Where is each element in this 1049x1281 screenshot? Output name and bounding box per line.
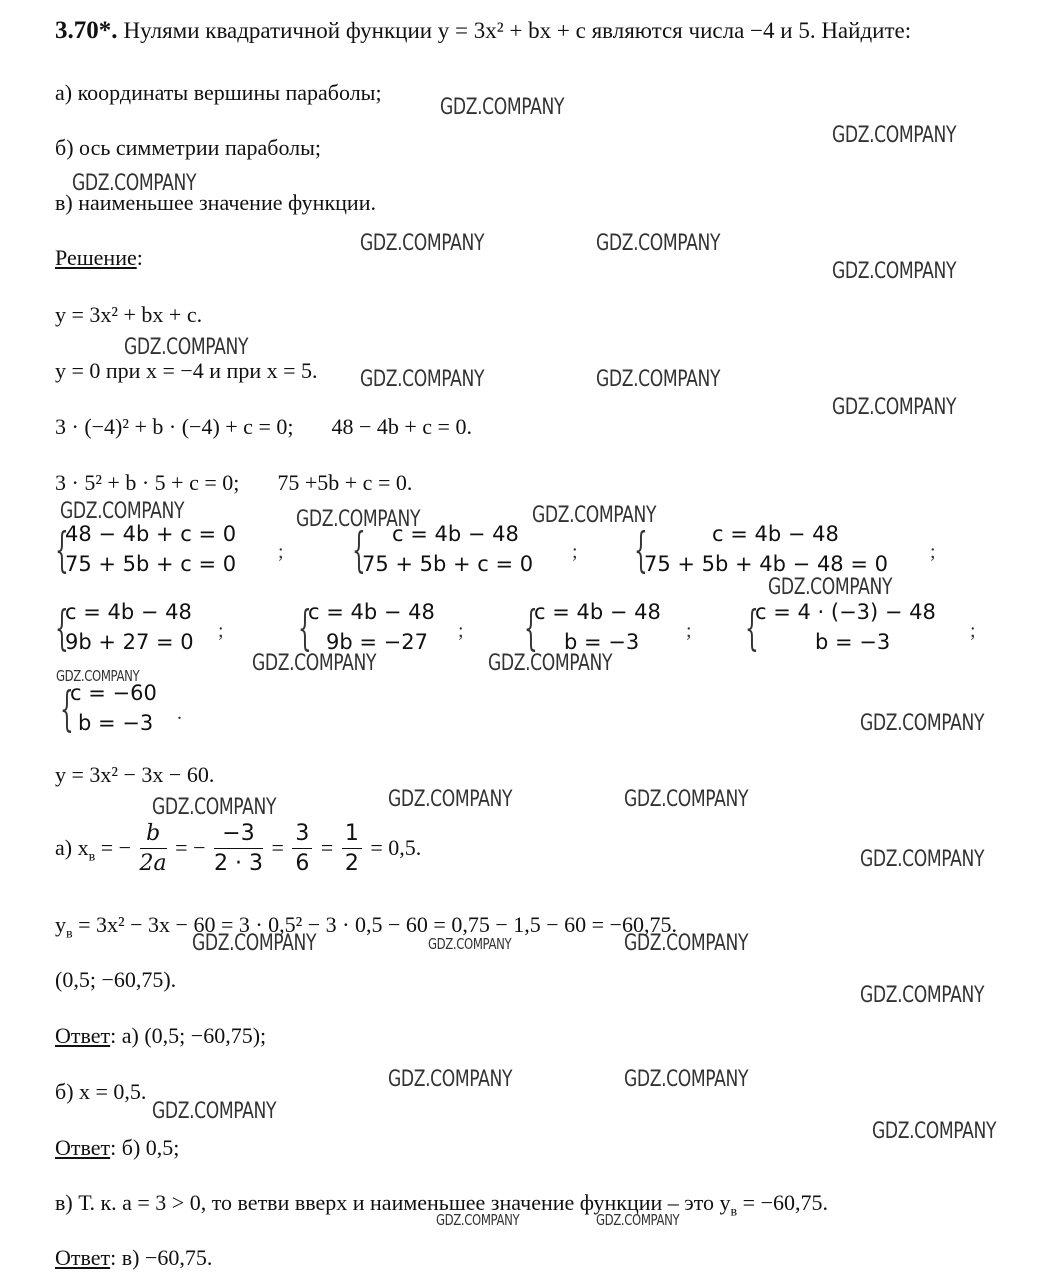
watermark: GDZ.COMPANY bbox=[152, 1099, 277, 1124]
answer-label: Ответ bbox=[55, 1023, 111, 1048]
watermark: GDZ.COMPANY bbox=[832, 259, 957, 284]
watermark: GDZ.COMPANY bbox=[768, 575, 893, 600]
yv-line bbox=[55, 912, 677, 947]
xv-line bbox=[55, 818, 421, 880]
watermark: GDZ.COMPANY bbox=[388, 1067, 513, 1092]
axis-line: б) x = 0,5. bbox=[55, 1079, 147, 1104]
separator: ; bbox=[686, 620, 692, 642]
watermark: GDZ.COMPANY bbox=[488, 651, 613, 676]
watermark: GDZ.COMPANY bbox=[596, 367, 721, 392]
xv-sub: в bbox=[88, 849, 96, 865]
part-c-text-1: в) Т. к. a = 3 > 0, то ветви вверх и наименьшее значение функции – это y bbox=[55, 1190, 731, 1215]
solution-heading bbox=[55, 245, 143, 271]
yv-sub: в bbox=[66, 926, 73, 942]
item-c: в) наименьшее значение функции. bbox=[55, 190, 376, 215]
system-row: 48 − 4b + c = 0 bbox=[65, 522, 237, 546]
watermark: GDZ.COMPANY bbox=[596, 1211, 680, 1229]
answer-label: Ответ bbox=[55, 1135, 111, 1160]
answer-c bbox=[55, 1245, 212, 1271]
fraction bbox=[342, 820, 362, 879]
watermark: GDZ.COMPANY bbox=[56, 667, 140, 685]
solution-line-1: y = 3x² + bx + c. bbox=[55, 302, 203, 327]
denominator: 2 bbox=[344, 851, 359, 877]
brace: { bbox=[298, 600, 312, 656]
system-row: b = −3 bbox=[815, 630, 891, 654]
watermark: GDZ.COMPANY bbox=[388, 787, 513, 812]
watermark: GDZ.COMPANY bbox=[60, 499, 185, 524]
answer-b-text: : б) 0,5; bbox=[110, 1135, 180, 1160]
eq-sign: = bbox=[320, 835, 334, 860]
brace: { bbox=[634, 522, 648, 578]
eq-3b: 48 − 4b + c = 0. bbox=[331, 414, 472, 439]
xv-prefix: а) x bbox=[55, 835, 89, 860]
answer-c-text: : в) −60,75. bbox=[110, 1245, 213, 1270]
numerator: −3 bbox=[214, 820, 263, 849]
numerator: 1 bbox=[342, 820, 362, 849]
eq-4b: 75 +5b + c = 0. bbox=[277, 470, 413, 495]
answer-label: Ответ bbox=[55, 1245, 111, 1270]
item-b: б) ось симметрии параболы; bbox=[55, 135, 322, 160]
solution-heading-text: Решение bbox=[55, 245, 137, 270]
final-dot: . bbox=[177, 702, 182, 724]
system-row: c = 4b − 48 bbox=[65, 600, 192, 624]
brace: { bbox=[55, 600, 69, 656]
watermark: GDZ.COMPANY bbox=[860, 847, 985, 872]
watermark: GDZ.COMPANY bbox=[532, 503, 657, 528]
problem-number: 3.70*. bbox=[55, 17, 118, 44]
fraction bbox=[214, 820, 263, 879]
answer-a-text: : а) (0,5; −60,75); bbox=[110, 1023, 267, 1048]
eq-sign: = − bbox=[100, 835, 132, 860]
watermark: GDZ.COMPANY bbox=[872, 1119, 997, 1144]
system-row: 75 + 5b + c = 0 bbox=[362, 552, 534, 576]
eq-3a: 3 · (−4)² + b · (−4) + c = 0; bbox=[55, 414, 294, 439]
watermark: GDZ.COMPANY bbox=[252, 651, 377, 676]
numerator: 3 bbox=[292, 820, 312, 849]
problem-text: Нулями квадратичной функции y = 3x² + bx + c являются числа −4 и 5. Найдите: bbox=[123, 18, 912, 43]
answer-b bbox=[55, 1135, 179, 1161]
watermark: GDZ.COMPANY bbox=[72, 171, 197, 196]
solution-line-3 bbox=[55, 414, 472, 440]
watermark: GDZ.COMPANY bbox=[124, 335, 249, 360]
vertex-line: (0,5; −60,75). bbox=[55, 967, 177, 992]
separator: ; bbox=[278, 541, 284, 563]
watermark: GDZ.COMPANY bbox=[152, 795, 277, 820]
denominator: 6 bbox=[295, 851, 310, 877]
eq-sign: = − bbox=[175, 835, 206, 860]
separator: ; bbox=[218, 620, 224, 642]
answer-a bbox=[55, 1023, 266, 1049]
separator: ; bbox=[930, 541, 936, 563]
brace: { bbox=[352, 522, 366, 578]
system-row: c = −60 bbox=[70, 681, 157, 705]
part-c-sub: в bbox=[730, 1204, 738, 1220]
brace: { bbox=[745, 600, 759, 656]
solution-line-2: y = 0 при x = −4 и при x = 5. bbox=[55, 358, 318, 383]
part-c-text-2: = −60,75. bbox=[737, 1190, 828, 1215]
watermark: GDZ.COMPANY bbox=[428, 935, 512, 953]
watermark: GDZ.COMPANY bbox=[624, 787, 749, 812]
system-row: 9b = −27 bbox=[326, 630, 428, 654]
system-row: b = −3 bbox=[78, 711, 154, 735]
watermark: GDZ.COMPANY bbox=[596, 231, 721, 256]
eq-sign: = bbox=[271, 835, 284, 860]
separator: ; bbox=[970, 620, 976, 642]
eq-4a: 3 · 5² + b · 5 + c = 0; bbox=[55, 470, 240, 495]
brace: { bbox=[524, 600, 538, 656]
solution-heading-colon: : bbox=[136, 245, 143, 270]
watermark: GDZ.COMPANY bbox=[832, 395, 957, 420]
denominator: 2a bbox=[139, 851, 167, 877]
brace: { bbox=[55, 522, 69, 578]
yv-body: = 3x² − 3x − 60 = 3 · 0,5² − 3 · 0,5 − 60 = 0,75 − 1,5 − 60 = −60,75. bbox=[78, 912, 677, 937]
system-row: b = −3 bbox=[564, 630, 640, 654]
system-row: 75 + 5b + 4b − 48 = 0 bbox=[644, 552, 888, 576]
problem-title bbox=[55, 18, 911, 44]
yv-prefix: y bbox=[55, 912, 66, 937]
numerator: b bbox=[140, 820, 167, 849]
solution-line-4 bbox=[55, 470, 412, 496]
watermark: GDZ.COMPANY bbox=[624, 931, 749, 956]
watermark: GDZ.COMPANY bbox=[624, 1067, 749, 1092]
fraction bbox=[140, 820, 167, 879]
system-row: c = 4b − 48 bbox=[712, 522, 839, 546]
watermark: GDZ.COMPANY bbox=[832, 123, 957, 148]
watermark: GDZ.COMPANY bbox=[360, 231, 485, 256]
denominator: 2 · 3 bbox=[214, 851, 263, 877]
watermark: GDZ.COMPANY bbox=[860, 711, 985, 736]
system-row: 9b + 27 = 0 bbox=[65, 630, 194, 654]
separator: ; bbox=[572, 541, 578, 563]
watermark: GDZ.COMPANY bbox=[296, 507, 421, 532]
system-row: c = 4 · (−3) − 48 bbox=[755, 600, 936, 624]
watermark: GDZ.COMPANY bbox=[360, 367, 485, 392]
brace: { bbox=[60, 681, 74, 737]
xv-tail: = 0,5. bbox=[370, 835, 422, 860]
watermark: GDZ.COMPANY bbox=[440, 95, 565, 120]
system-row: c = 4b − 48 bbox=[392, 522, 519, 546]
item-a: а) координаты вершины параболы; bbox=[55, 80, 382, 105]
separator: ; bbox=[458, 620, 464, 642]
fraction bbox=[292, 820, 312, 879]
watermark: GDZ.COMPANY bbox=[436, 1211, 520, 1229]
watermark: GDZ.COMPANY bbox=[192, 931, 317, 956]
system-row: 75 + 5b + c = 0 bbox=[65, 552, 237, 576]
watermark: GDZ.COMPANY bbox=[860, 983, 985, 1008]
system-row: c = 4b − 48 bbox=[534, 600, 661, 624]
system-row: c = 4b − 48 bbox=[308, 600, 435, 624]
function-line: y = 3x² − 3x − 60. bbox=[55, 762, 215, 787]
